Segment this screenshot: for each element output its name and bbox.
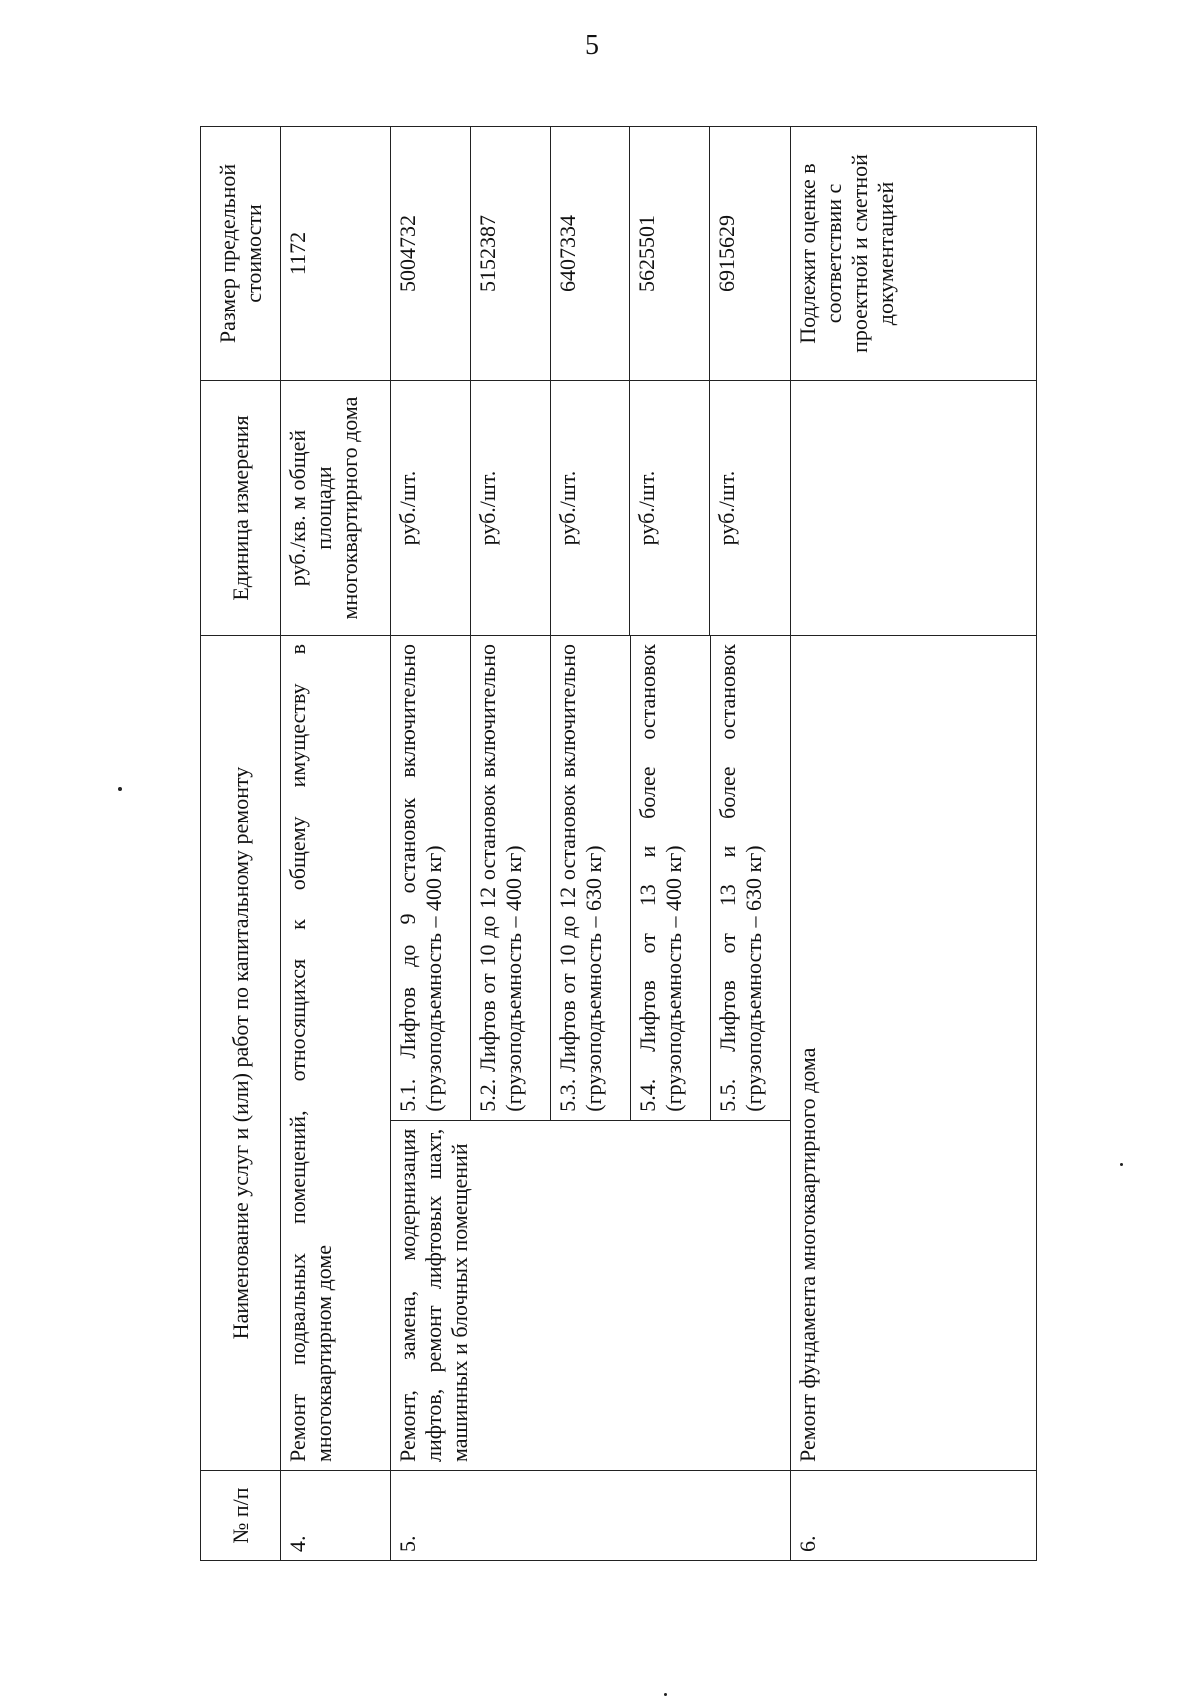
row4-name: Ремонт подвальных помещений, относящихся к общему имуществу в многоквартирном доме	[281, 636, 391, 1471]
row5-subitems	[391, 636, 790, 1120]
sub-unit: руб./шт.	[551, 381, 631, 635]
scan-speck	[664, 1693, 667, 1696]
sub-unit: руб./шт.	[714, 470, 740, 546]
row6-num: 6.	[791, 1471, 1037, 1561]
page-number: 5	[585, 30, 599, 61]
table-row	[281, 127, 391, 1561]
header-unit: Единица измерения	[201, 381, 281, 636]
row4-unit: руб./кв. м общей площади многоквартирного дома	[281, 381, 391, 636]
list-item: 5.1. Лифтов до 9 остановок включительно (грузоподъемность – 400 кг)	[391, 636, 471, 1120]
sub-price: 6915629	[714, 215, 740, 292]
row6-unit	[791, 381, 1037, 636]
sub-price: 5625501	[630, 127, 710, 380]
rotated-table-holder	[200, 127, 1036, 1561]
scan-speck	[118, 787, 122, 791]
row6-name: Ремонт фундамента многоквартирного дома	[791, 636, 1037, 1471]
list-item: 5.4. Лифтов от 13 и более остановок (грузоподъемность – 400 кг)	[631, 636, 711, 1120]
row5-prices	[391, 127, 791, 381]
sub-price: 5152387	[471, 127, 551, 380]
row4-price: 1172	[281, 127, 391, 381]
row4-num: 4.	[281, 1471, 391, 1561]
table-header-row	[201, 127, 281, 1561]
table-row	[391, 127, 791, 1561]
sub-price: 6407334	[551, 127, 631, 380]
list-item: 5.5. Лифтов от 13 и более остановок (грузоподъемность – 630 кг)	[715, 644, 766, 1112]
header-price: Размер предельной стоимости	[201, 127, 281, 381]
row5-name: Ремонт, замена, модернизация лифтов, ремонт лифтовых шахт, машинных и блочных помещений	[391, 1120, 790, 1470]
row5-units	[391, 381, 791, 636]
row6-price: Подлежит оценке в соответствии с проектной и сметной документацией	[791, 127, 1037, 381]
header-num: № п/п	[201, 1471, 281, 1561]
sub-unit: руб./шт.	[471, 381, 551, 635]
header-name: Наименование услуг и (или) работ по капитальному ремонту	[201, 636, 281, 1471]
table-row	[791, 127, 1037, 1561]
sub-unit: руб./шт.	[630, 381, 710, 635]
sub-price: 5004732	[391, 127, 471, 380]
row5-num: 5.	[391, 1471, 791, 1561]
cost-table	[200, 126, 1037, 1561]
scan-speck	[1120, 1163, 1123, 1166]
row5-name-cell	[391, 636, 791, 1471]
sub-unit: руб./шт.	[391, 381, 471, 635]
list-item: 5.2. Лифтов от 10 до 12 остановок включительно (грузоподъемность – 400 кг)	[471, 636, 551, 1120]
list-item: 5.3. Лифтов от 10 до 12 остановок включительно (грузоподъемность – 630 кг)	[551, 636, 631, 1120]
